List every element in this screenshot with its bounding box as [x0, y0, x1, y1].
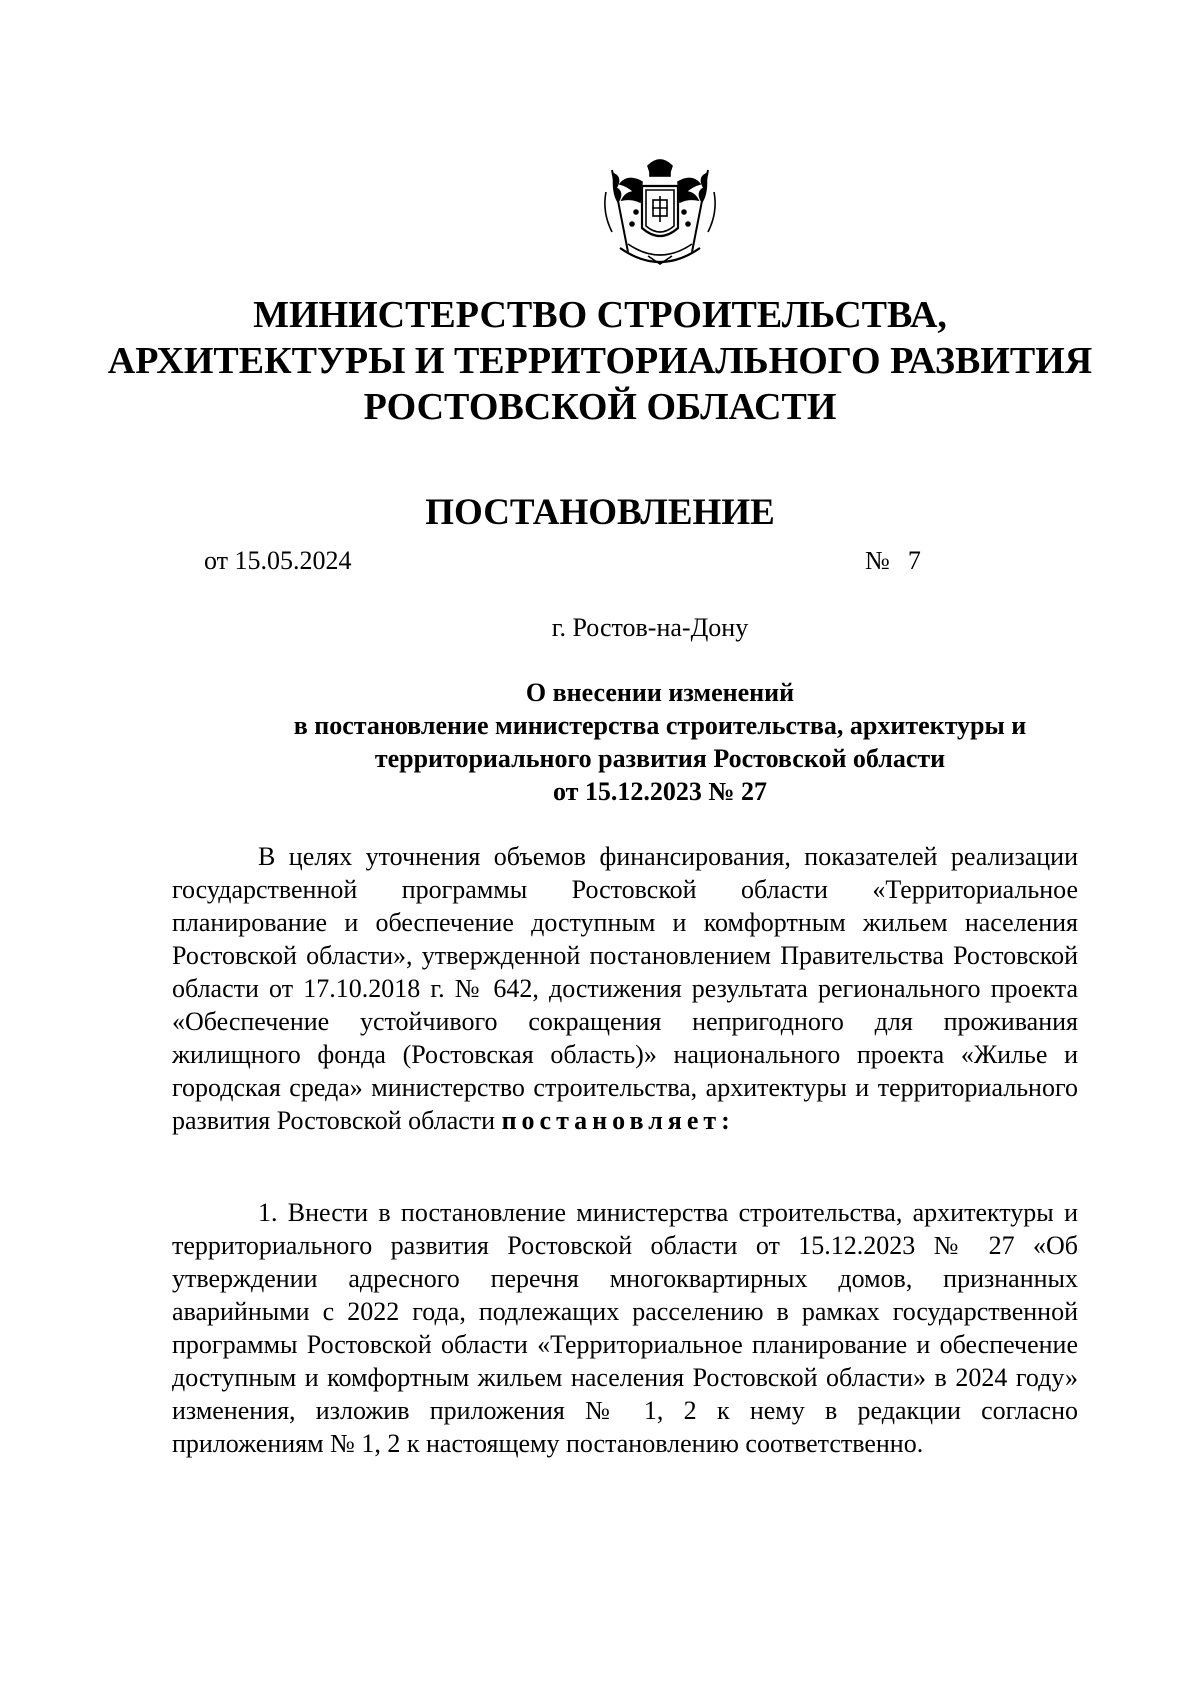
document-date: от 15.05.2024	[204, 546, 352, 575]
document-type-heading: ПОСТАНОВЛЕНИЕ	[425, 492, 775, 533]
organization-title-line: РОСТОВСКОЙ ОБЛАСТИ	[363, 386, 837, 428]
number-sign: №	[865, 546, 890, 575]
organization-title-line: МИНИСТЕРСТВО СТРОИТЕЛЬСТВА,	[253, 294, 947, 336]
organization-title-line: АРХИТЕКТУРЫ И ТЕРРИТОРИАЛЬНОГО РАЗВИТИЯ	[107, 340, 1093, 382]
document-number	[865, 545, 921, 577]
organization-title	[100, 292, 1100, 430]
document-city: г. Ростов-на-Дону	[551, 613, 749, 642]
preamble-text: В целях уточнения объемов финансирования, показателей реализации государственной программы Ростовской области «Территориальное планирование и обеспечение доступным и комфортным жильем населения Ростовской области», утвержденной постановлением Правительства Ростовской области от 17.10.2018 г. № 642, достижения результата регионального проекта «Обеспечение устойчивого сокращения непригодного для проживания жилищного фонда (Ростовская область)» национального проекта «Жилье и городская среда» министерство строительства, архитектуры и территориального развития Ростовской области	[172, 842, 1078, 1135]
number-value: 7	[907, 546, 921, 575]
clause-paragraph-1: 1. Внести в постановление министерства строительства, архитектуры и территориального развития Ростовской области от 15.12.2023 № 27 «Об утверждении адресного перечня многоквартирных домов, признанных аварийными с 2022 года, подлежащих расселению в рамках государственной программы Ростовской области «Территориальное планирование и обеспечение доступным и комфортным жильем населения Ростовской области» в 2024 году» изменения, изложив приложения № 1, 2 к нему в редакции согласно приложениям № 1, 2 к настоящему постановлению соответственно.	[172, 1198, 1078, 1458]
rostov-oblast-coat-of-arms-icon	[598, 152, 722, 276]
preamble-paragraph	[172, 840, 1078, 1137]
document-subject	[140, 676, 1180, 808]
resolution-keyword: постановляет:	[501, 1106, 735, 1135]
subject-line: от 15.12.2023 № 27	[552, 777, 768, 806]
subject-line: территориального развития Ростовской области	[374, 744, 946, 773]
subject-line: О внесении изменений	[525, 678, 795, 707]
subject-line: в постановление министерства строительства, архитектуры и	[293, 711, 1027, 740]
